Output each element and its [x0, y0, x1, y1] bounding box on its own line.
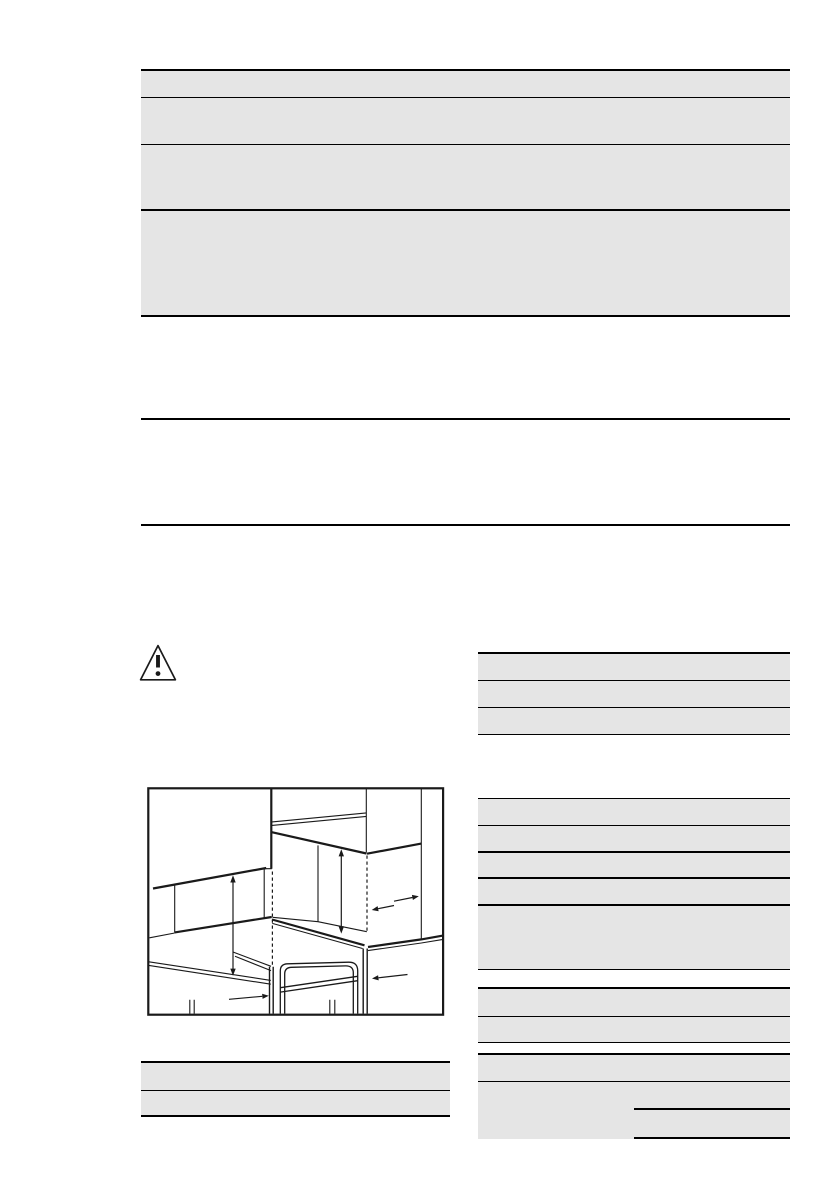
table-cell [478, 1082, 634, 1139]
table-row [478, 708, 790, 735]
table-row [141, 71, 790, 98]
table-row [478, 1055, 790, 1083]
table-row [478, 989, 790, 1017]
table-row [141, 1063, 450, 1091]
table-row [141, 98, 790, 145]
installation-clearance-diagram [147, 787, 445, 1017]
table-right-4 [478, 1053, 790, 1140]
table-row [141, 145, 790, 212]
table-row [478, 681, 790, 708]
table-cell-group [634, 1082, 790, 1139]
diagram-border [148, 788, 443, 1014]
table-right-3 [478, 987, 790, 1043]
table-subrow [634, 1082, 790, 1110]
table-row [141, 317, 790, 420]
table-row [478, 1082, 790, 1139]
table-main-top [141, 69, 790, 526]
table-row [141, 1091, 450, 1117]
table-row [478, 879, 790, 905]
table-row [478, 1017, 790, 1043]
table-row [478, 906, 790, 970]
table-row [478, 799, 790, 826]
table-bottom-left [141, 1061, 450, 1117]
table-row [141, 211, 790, 317]
table-right-1 [478, 652, 790, 736]
table-row [478, 826, 790, 853]
table-row [141, 420, 790, 527]
table-right-2 [478, 798, 790, 970]
table-row [478, 654, 790, 682]
table-row [478, 853, 790, 880]
table-subrow [634, 1110, 790, 1140]
warning-triangle-icon [138, 643, 178, 683]
